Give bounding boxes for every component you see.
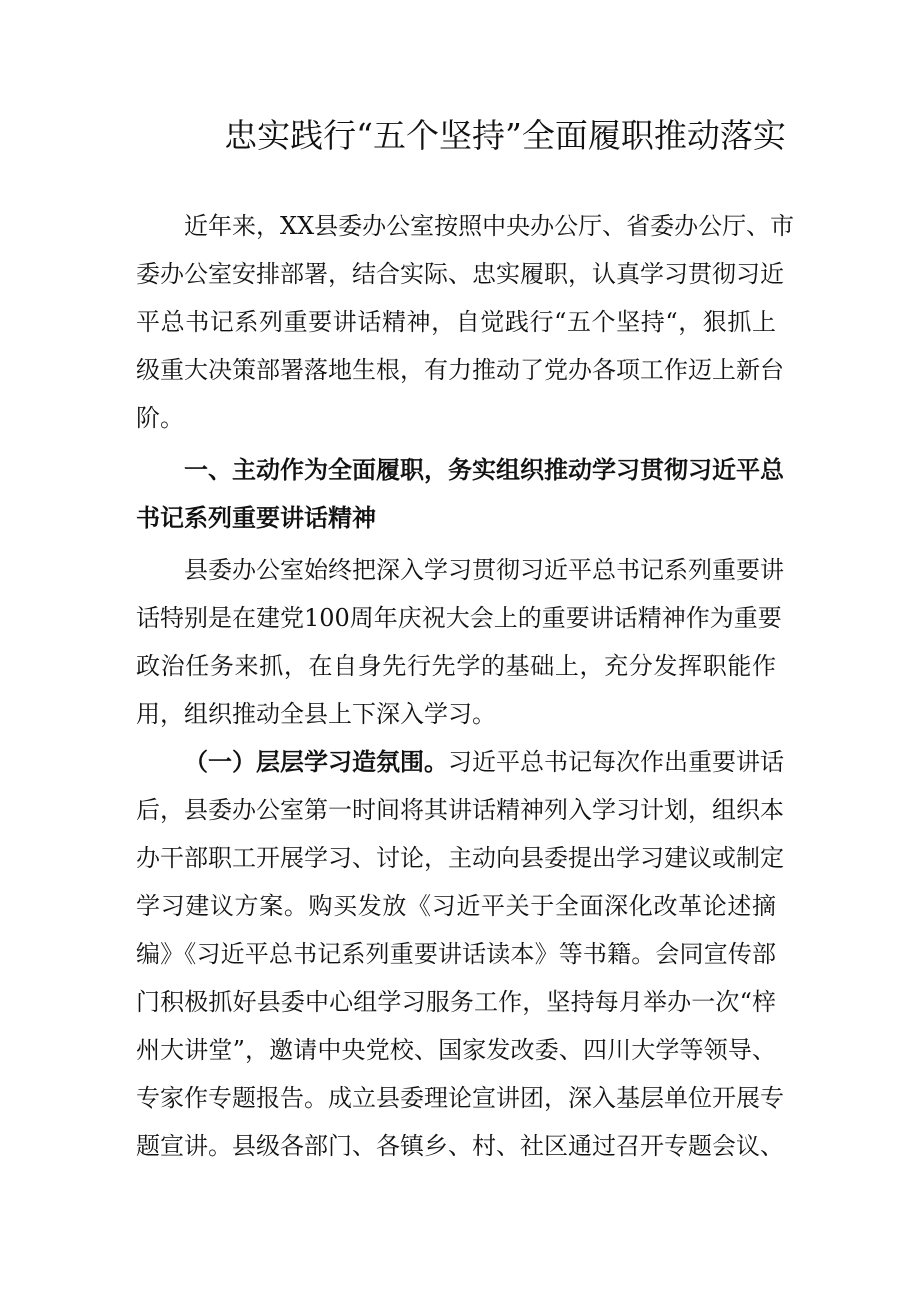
paragraph-line: 话特别是在建党100周年庆祝大会上的重要讲话精神作为重要 bbox=[136, 604, 782, 632]
subsection-line bbox=[184, 746, 784, 778]
paragraph-line: 编》《习近平总书记系列重要讲话读本》等书籍。会同宣传部 bbox=[136, 940, 776, 968]
section-heading: 书记系列重要讲话精神 bbox=[136, 504, 376, 532]
paragraph-line: 级重大决策部署落地生根，有力推动了党办各项工作迈上新台 bbox=[136, 356, 784, 384]
paragraph-line: 专家作专题报告。成立县委理论宣讲团，深入基层单位开展专 bbox=[136, 1084, 784, 1112]
section-heading: 一、主动作为全面履职，务实组织推动学习贯彻习近平总 bbox=[184, 456, 784, 484]
paragraph-line: 用，组织推动全县上下深入学习。 bbox=[136, 700, 496, 728]
paragraph-line: 门积极抓好县委中心组学习服务工作，坚持每月举办一次“梓 bbox=[136, 988, 776, 1016]
paragraph-line: 阶。 bbox=[136, 404, 184, 432]
paragraph-line: 州大讲堂”，邀请中央党校、国家发改委、四川大学等领导、 bbox=[136, 1036, 776, 1064]
paragraph-line: 后，县委办公室第一时间将其讲话精神列入学习计划，组织本 bbox=[136, 796, 784, 824]
paragraph-line: 委办公室安排部署，结合实际、忠实履职，认真学习贯彻习近 bbox=[136, 260, 784, 288]
paragraph-line: 学习建议方案。购买发放《习近平关于全面深化改革论述摘 bbox=[136, 892, 776, 920]
paragraph-line: 平总书记系列重要讲话精神，自觉践行“五个坚持“，狠抓上 bbox=[136, 308, 776, 336]
paragraph-text: 习近平总书记每次作出重要讲话 bbox=[448, 748, 784, 776]
paragraph-line: 政治任务来抓，在自身先行先学的基础上，充分发挥职能作 bbox=[136, 652, 776, 680]
paragraph-line: 题宣讲。县级各部门、各镇乡、村、社区通过召开专题会议、 bbox=[136, 1132, 784, 1160]
paragraph-line: 办干部职工开展学习、讨论，主动向县委提出学习建议或制定 bbox=[136, 844, 784, 872]
paragraph-line: 县委办公室始终把深入学习贯彻习近平总书记系列重要讲 bbox=[184, 556, 784, 584]
subsection-heading: （一）层层学习造氛围。 bbox=[184, 748, 448, 776]
paragraph-line: 近年来，XX县委办公室按照中央办公厅、省委办公厅、市 bbox=[184, 212, 795, 240]
document-title: 忠实践行“五个坚持”全面履职推动落实 bbox=[224, 116, 786, 155]
